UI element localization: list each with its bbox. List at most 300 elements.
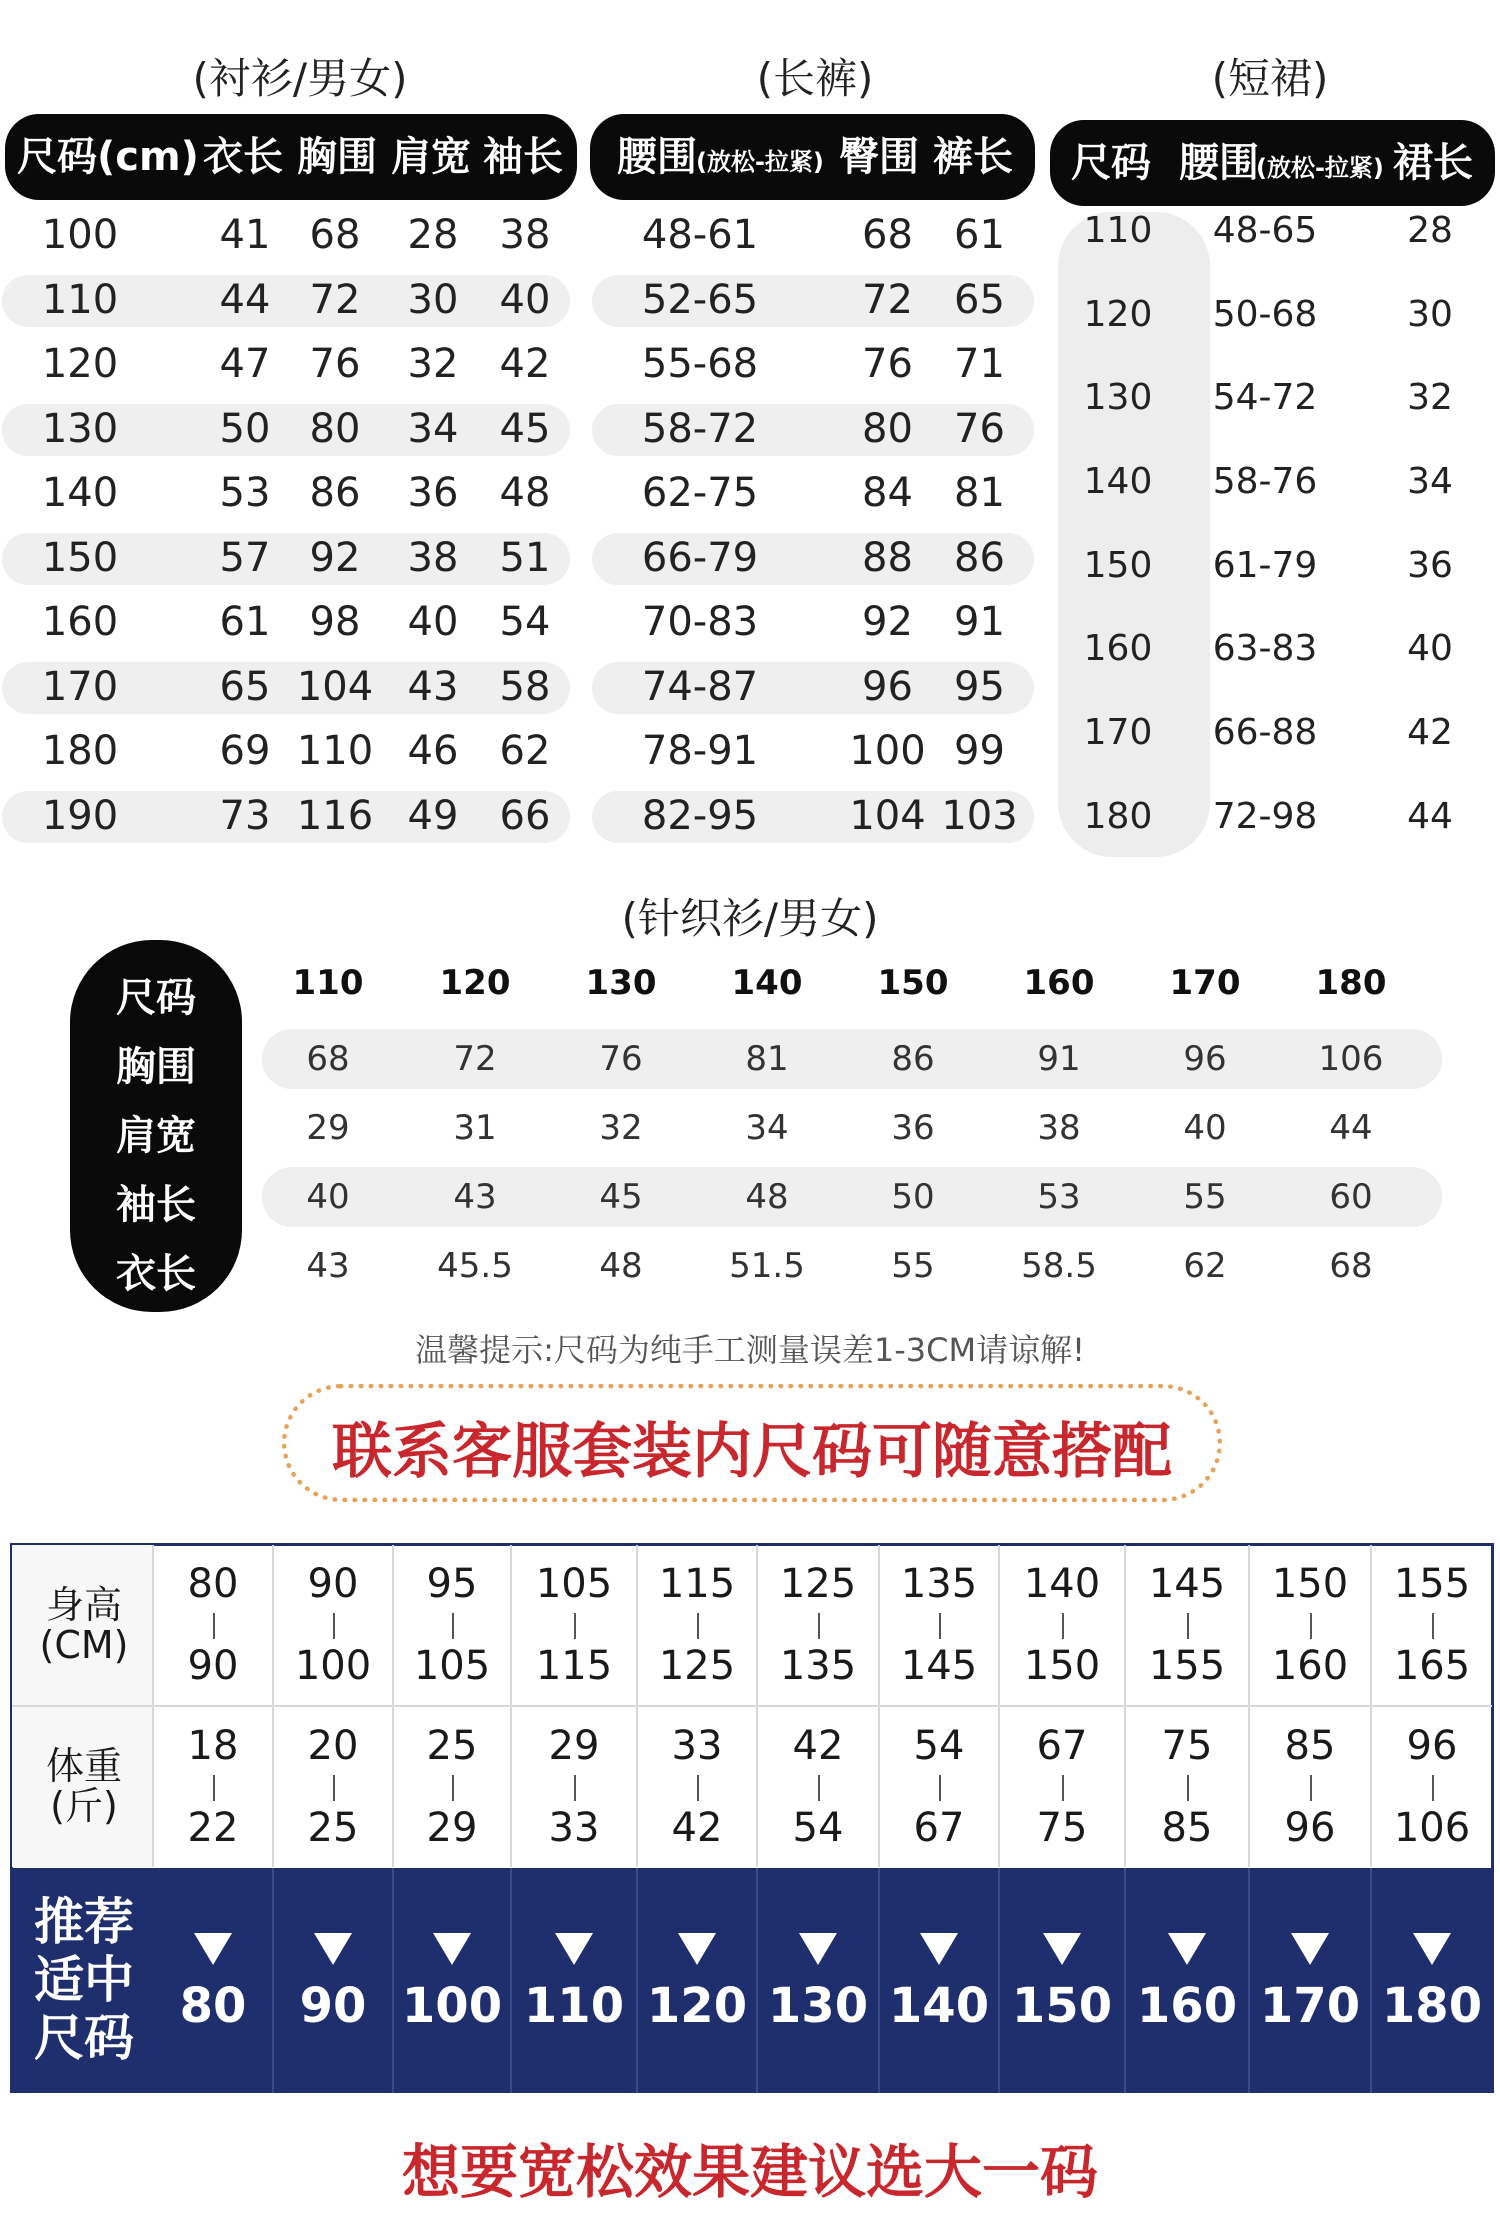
knit-label-sleeve: 袖长	[116, 1182, 196, 1228]
height-max: 145	[900, 1643, 978, 1689]
range-bar	[697, 1613, 699, 1639]
skirt-header	[1050, 120, 1495, 206]
weight-cell	[1000, 1707, 1126, 1867]
skirt-cell: 48-65	[1212, 210, 1318, 251]
pants-cell: 76	[862, 341, 913, 387]
skirt-cell: 50-68	[1212, 294, 1318, 335]
knit-cell: 45.5	[437, 1246, 513, 1286]
shirt-header-length: 衣长	[203, 134, 283, 180]
shirt-cell: 51	[499, 535, 551, 581]
down-arrow-icon	[194, 1933, 232, 1965]
height-min: 105	[535, 1561, 613, 1607]
rec-size-value: 160	[1136, 1978, 1238, 2034]
knit-label-shoulder: 肩宽	[116, 1113, 196, 1159]
range-bar	[1062, 1613, 1064, 1639]
rec-size	[1126, 1868, 1250, 2093]
shirt-cell: 80	[309, 406, 361, 452]
weight-min: 54	[913, 1723, 965, 1769]
knit-size: 130	[585, 963, 657, 1003]
range-bar	[939, 1775, 941, 1801]
range-bar	[697, 1775, 699, 1801]
range-bar	[939, 1613, 941, 1639]
skirt-header-waist-note-text: (放松-拉紧)	[1256, 154, 1384, 182]
shirt-cell: 116	[296, 793, 374, 839]
rec-size-value: 140	[888, 1978, 990, 2034]
knit-cell: 51.5	[729, 1246, 805, 1286]
height-cell	[1000, 1545, 1126, 1705]
shirt-cell: 57	[219, 535, 271, 581]
shirt-cell: 76	[309, 341, 361, 387]
skirt-cell: 140	[1083, 461, 1153, 502]
shirt-cell: 47	[219, 341, 271, 387]
rec-size	[1000, 1868, 1126, 2093]
skirt-cell: 30	[1407, 294, 1453, 335]
pants-cell: 104	[849, 793, 926, 839]
pants-cell: 71	[954, 341, 1005, 387]
height-cell	[394, 1545, 512, 1705]
weight-max: 85	[1161, 1805, 1213, 1851]
rec-size	[1250, 1868, 1372, 2093]
weight-min: 42	[792, 1723, 844, 1769]
shirt-cell: 28	[407, 212, 459, 258]
knit-cell: 40	[1183, 1108, 1227, 1148]
pants-cell: 88	[862, 535, 913, 581]
shirt-cell: 170	[41, 664, 119, 710]
weight-min: 96	[1406, 1723, 1458, 1769]
height-cell	[1126, 1545, 1250, 1705]
pants-cell: 86	[954, 535, 1005, 581]
height-min: 140	[1023, 1561, 1101, 1607]
shirt-cell: 62	[499, 728, 551, 774]
weight-max: 42	[671, 1805, 723, 1851]
height-min: 135	[900, 1561, 978, 1607]
down-arrow-icon	[799, 1933, 837, 1965]
knit-cell: 45	[599, 1177, 643, 1217]
weight-max: 22	[187, 1805, 239, 1851]
shirt-cell: 58	[499, 664, 551, 710]
weight-label-line1: 体重	[45, 1744, 122, 1788]
pants-cell: 76	[954, 406, 1005, 452]
shirt-cell: 46	[407, 728, 459, 774]
pants-header-waist: 腰围	[617, 134, 697, 180]
height-min: 125	[779, 1561, 857, 1607]
shirt-cell: 69	[219, 728, 271, 774]
height-min: 95	[426, 1561, 478, 1607]
shirt-cell: 34	[407, 406, 459, 452]
knit-cell: 58.5	[1021, 1246, 1097, 1286]
height-label-line1: 身高	[45, 1583, 122, 1627]
pants-cell: 91	[954, 599, 1005, 645]
shirt-cell: 38	[407, 535, 459, 581]
shirt-cell: 61	[219, 599, 271, 645]
knit-cell: 38	[1037, 1108, 1081, 1148]
down-arrow-icon	[1413, 1933, 1451, 1965]
skirt-cell: 40	[1407, 628, 1453, 669]
rec-size-value: 80	[179, 1978, 247, 2034]
shirt-cell: 43	[407, 664, 459, 710]
down-arrow-icon	[1043, 1933, 1081, 1965]
skirt-cell: 61-79	[1212, 545, 1318, 586]
height-min: 155	[1393, 1561, 1471, 1607]
skirt-cell: 120	[1083, 294, 1153, 335]
weight-cell	[1372, 1707, 1492, 1867]
range-bar	[574, 1613, 576, 1639]
knit-cell: 68	[1329, 1246, 1373, 1286]
shirt-cell: 72	[309, 277, 361, 323]
shirt-cell: 30	[407, 277, 459, 323]
shirt-header-size: 尺码(cm)	[17, 134, 199, 180]
shirt-cell: 50	[219, 406, 271, 452]
skirt-cell: 130	[1083, 377, 1153, 418]
skirt-cell: 63-83	[1212, 628, 1318, 669]
shirt-cell: 36	[407, 470, 459, 516]
rec-size	[638, 1868, 758, 2093]
skirt-cell: 170	[1083, 712, 1153, 753]
weight-cell	[1250, 1707, 1372, 1867]
range-bar	[1432, 1613, 1434, 1639]
weight-max: 75	[1036, 1805, 1088, 1851]
knit-size: 140	[731, 963, 803, 1003]
pants-cell: 55-68	[641, 341, 759, 387]
shirt-cell: 130	[41, 406, 119, 452]
down-arrow-icon	[920, 1933, 958, 1965]
knit-cell: 36	[891, 1108, 935, 1148]
height-cell	[758, 1545, 880, 1705]
shirt-cell: 40	[499, 277, 551, 323]
knit-size: 180	[1315, 963, 1387, 1003]
skirt-cell: 66-88	[1212, 712, 1318, 753]
skirt-header-length: 裙长	[1393, 140, 1473, 186]
rec-size	[758, 1868, 880, 2093]
range-bar	[818, 1775, 820, 1801]
shirt-cell: 66	[499, 793, 551, 839]
range-bar	[574, 1775, 576, 1801]
pants-cell: 78-91	[641, 728, 759, 774]
shirt-cell: 53	[219, 470, 271, 516]
shirt-cell: 48	[499, 470, 551, 516]
shirt-header-sleeve: 袖长	[483, 134, 563, 180]
knit-cell: 32	[599, 1108, 643, 1148]
height-max: 155	[1148, 1643, 1226, 1689]
shirt-cell: 150	[41, 535, 119, 581]
skirt-cell: 32	[1407, 377, 1453, 418]
shirt-cell: 44	[219, 277, 271, 323]
knit-size: 150	[877, 963, 949, 1003]
height-cell	[274, 1545, 394, 1705]
knit-size: 170	[1169, 963, 1241, 1003]
shirt-cell: 160	[41, 599, 119, 645]
knit-cell: 34	[745, 1108, 789, 1148]
knit-cell: 55	[1183, 1177, 1227, 1217]
weight-max: 25	[307, 1805, 359, 1851]
knit-cell: 86	[891, 1039, 935, 1079]
shirt-cell: 42	[499, 341, 551, 387]
weight-max: 67	[913, 1805, 965, 1851]
pants-cell: 103	[941, 793, 1018, 839]
shirt-header-chest: 胸围	[297, 134, 377, 180]
rec-size	[512, 1868, 638, 2093]
pants-header-waist-note-text: (放松-拉紧)	[696, 148, 824, 176]
pants-cell: 95	[954, 664, 1005, 710]
weight-max: 33	[548, 1805, 600, 1851]
weight-max: 29	[426, 1805, 478, 1851]
height-min: 80	[187, 1561, 239, 1607]
skirt-cell: 180	[1083, 796, 1153, 837]
weight-cell	[758, 1707, 880, 1867]
weight-min: 67	[1036, 1723, 1088, 1769]
weight-cell	[512, 1707, 638, 1867]
height-max: 125	[658, 1643, 736, 1689]
pants-cell: 72	[862, 277, 913, 323]
height-min: 145	[1148, 1561, 1226, 1607]
knit-label-size: 尺码	[116, 975, 196, 1021]
skirt-cell: 150	[1083, 545, 1153, 586]
knit-cell: 81	[745, 1039, 789, 1079]
height-cell	[1250, 1545, 1372, 1705]
range-bar	[818, 1613, 820, 1639]
pants-cell: 66-79	[641, 535, 759, 581]
height-max: 90	[187, 1643, 239, 1689]
shirt-cell: 45	[499, 406, 551, 452]
skirt-cell: 36	[1407, 545, 1453, 586]
height-cell	[154, 1545, 274, 1705]
shirt-cell: 40	[407, 599, 459, 645]
pants-header	[590, 114, 1035, 200]
shirt-cell: 104	[296, 664, 374, 710]
rec-label-line3: 尺码	[34, 2009, 134, 2067]
knit-size: 110	[292, 963, 364, 1003]
pants-header-waist-note	[696, 114, 824, 200]
shirt-cell: 41	[219, 212, 271, 258]
shirt-cell: 86	[309, 470, 361, 516]
pants-cell: 52-65	[641, 277, 759, 323]
promo-text: 联系客服套装内尺码可随意搭配	[332, 1417, 1172, 1487]
range-bar	[333, 1613, 335, 1639]
pants-cell: 65	[954, 277, 1005, 323]
pants-cell: 58-72	[641, 406, 759, 452]
height-cell	[880, 1545, 1000, 1705]
weight-label-line2: (斤)	[50, 1784, 118, 1828]
height-label-line2: (CM)	[39, 1623, 129, 1667]
pants-cell: 82-95	[641, 793, 759, 839]
shirt-cell: 73	[219, 793, 271, 839]
weight-cell	[154, 1707, 274, 1867]
weight-cell	[1126, 1707, 1250, 1867]
pants-cell: 96	[862, 664, 913, 710]
height-max: 105	[413, 1643, 491, 1689]
knit-size: 120	[439, 963, 511, 1003]
shirt-cell: 120	[41, 341, 119, 387]
weight-max: 106	[1393, 1805, 1471, 1851]
shirt-cell: 49	[407, 793, 459, 839]
weight-label	[14, 1746, 154, 1826]
weight-min: 18	[187, 1723, 239, 1769]
knit-cell: 91	[1037, 1039, 1081, 1079]
rec-label-line2: 适中	[34, 1951, 134, 2009]
rec-size	[1372, 1868, 1492, 2093]
skirt-title: (短裙)	[1211, 54, 1329, 103]
knit-label-length: 衣长	[116, 1251, 196, 1297]
skirt-cell: 72-98	[1212, 796, 1318, 837]
rec-size-value: 180	[1381, 1978, 1483, 2034]
shirt-cell: 100	[41, 212, 119, 258]
knit-cell: 48	[599, 1246, 643, 1286]
skirt-header-waist: 腰围	[1179, 140, 1259, 186]
knit-cell: 96	[1183, 1039, 1227, 1079]
down-arrow-icon	[314, 1933, 352, 1965]
rec-size-value: 90	[299, 1978, 367, 2034]
skirt-cell: 160	[1083, 628, 1153, 669]
height-min: 90	[307, 1561, 359, 1607]
range-bar	[1062, 1775, 1064, 1801]
height-min: 150	[1271, 1561, 1349, 1607]
knit-cell: 68	[306, 1039, 350, 1079]
footer-advice: 想要宽松效果建议选大一码	[401, 2138, 1098, 2206]
knit-label-chest: 胸围	[116, 1044, 196, 1090]
pants-cell: 81	[954, 470, 1005, 516]
shirt-cell: 140	[41, 470, 119, 516]
pants-header-hip: 臀围	[839, 134, 919, 180]
range-bar	[1187, 1613, 1189, 1639]
shirt-header-shoulder: 肩宽	[391, 134, 471, 180]
knit-cell: 48	[745, 1177, 789, 1217]
shirt-cell: 98	[309, 599, 361, 645]
height-cell	[638, 1545, 758, 1705]
pants-cell: 100	[849, 728, 926, 774]
knit-cell: 72	[453, 1039, 497, 1079]
measurement-tip: 温馨提示:尺码为纯手工测量误差1-3CM请谅解!	[415, 1331, 1085, 1369]
down-arrow-icon	[1291, 1933, 1329, 1965]
pants-header-length: 裤长	[933, 134, 1013, 180]
height-label	[14, 1585, 154, 1665]
pants-cell: 80	[862, 406, 913, 452]
weight-cell	[880, 1707, 1000, 1867]
height-max: 100	[294, 1643, 372, 1689]
height-max: 135	[779, 1643, 857, 1689]
knit-title: (针织衫/男女)	[621, 894, 879, 943]
skirt-header-waist-note	[1256, 120, 1384, 206]
height-min: 115	[658, 1561, 736, 1607]
height-cell	[512, 1545, 638, 1705]
knit-cell: 44	[1329, 1108, 1373, 1148]
shirt-cell: 54	[499, 599, 551, 645]
rec-size-value: 150	[1011, 1978, 1113, 2034]
skirt-cell: 110	[1083, 210, 1153, 251]
weight-min: 20	[307, 1723, 359, 1769]
rec-size	[154, 1868, 274, 2093]
shirt-cell: 180	[41, 728, 119, 774]
height-max: 115	[535, 1643, 613, 1689]
shirt-cell: 190	[41, 793, 119, 839]
down-arrow-icon	[1168, 1933, 1206, 1965]
shirt-title: (衬衫/男女)	[192, 54, 408, 103]
skirt-cell: 34	[1407, 461, 1453, 502]
height-cell	[1372, 1545, 1492, 1705]
rec-size	[274, 1868, 394, 2093]
pants-cell: 62-75	[641, 470, 759, 516]
knit-cell: 31	[453, 1108, 497, 1148]
knit-cell: 50	[891, 1177, 935, 1217]
shirt-cell: 65	[219, 664, 271, 710]
range-bar	[1187, 1775, 1189, 1801]
skirt-cell: 58-76	[1212, 461, 1318, 502]
range-bar	[1432, 1775, 1434, 1801]
pants-cell: 92	[862, 599, 913, 645]
range-bar	[452, 1613, 454, 1639]
knit-cell: 60	[1329, 1177, 1373, 1217]
shirt-cell: 32	[407, 341, 459, 387]
knit-cell: 43	[306, 1246, 350, 1286]
down-arrow-icon	[433, 1933, 471, 1965]
weight-min: 33	[671, 1723, 723, 1769]
skirt-cell: 54-72	[1212, 377, 1318, 418]
weight-max: 54	[792, 1805, 844, 1851]
rec-size-value: 170	[1259, 1978, 1361, 2034]
knit-cell: 43	[453, 1177, 497, 1217]
rec-size	[880, 1868, 1000, 2093]
shirt-cell: 92	[309, 535, 361, 581]
pants-cell: 61	[954, 212, 1005, 258]
knit-cell: 29	[306, 1108, 350, 1148]
rec-size-value: 100	[401, 1978, 503, 2034]
weight-cell	[274, 1707, 394, 1867]
knit-cell: 53	[1037, 1177, 1081, 1217]
recommended-label	[14, 1893, 154, 2067]
weight-max: 96	[1284, 1805, 1336, 1851]
rec-size-value: 120	[646, 1978, 748, 2034]
weight-cell	[394, 1707, 512, 1867]
shirt-cell: 38	[499, 212, 551, 258]
range-bar	[213, 1613, 215, 1639]
knit-cell: 40	[306, 1177, 350, 1217]
height-max: 160	[1271, 1643, 1349, 1689]
rec-label-line1: 推荐	[34, 1893, 134, 1951]
pants-cell: 70-83	[641, 599, 759, 645]
skirt-cell: 44	[1407, 796, 1453, 837]
range-bar	[333, 1775, 335, 1801]
weight-cell	[638, 1707, 758, 1867]
pants-cell: 48-61	[641, 212, 759, 258]
pants-cell: 84	[862, 470, 913, 516]
knit-cell: 55	[891, 1246, 935, 1286]
knit-cell: 76	[599, 1039, 643, 1079]
range-bar	[1310, 1613, 1312, 1639]
down-arrow-icon	[555, 1933, 593, 1965]
weight-min: 29	[548, 1723, 600, 1769]
weight-min: 75	[1161, 1723, 1213, 1769]
skirt-header-size: 尺码	[1071, 140, 1151, 186]
rec-size-value: 130	[767, 1978, 869, 2034]
weight-min: 85	[1284, 1723, 1336, 1769]
range-bar	[452, 1775, 454, 1801]
shirt-cell: 68	[309, 212, 361, 258]
weight-min: 25	[426, 1723, 478, 1769]
height-max: 150	[1023, 1643, 1101, 1689]
rec-size-value: 110	[523, 1978, 625, 2034]
pants-title: (长裤)	[756, 54, 874, 103]
pants-cell: 68	[862, 212, 913, 258]
shirt-header	[5, 114, 577, 200]
rec-size	[394, 1868, 512, 2093]
range-bar	[1310, 1775, 1312, 1801]
pants-cell: 99	[954, 728, 1005, 774]
height-max: 165	[1393, 1643, 1471, 1689]
knit-cell: 62	[1183, 1246, 1227, 1286]
range-bar	[213, 1775, 215, 1801]
shirt-cell: 110	[296, 728, 374, 774]
knit-cell: 106	[1318, 1039, 1384, 1079]
skirt-cell: 28	[1407, 210, 1453, 251]
